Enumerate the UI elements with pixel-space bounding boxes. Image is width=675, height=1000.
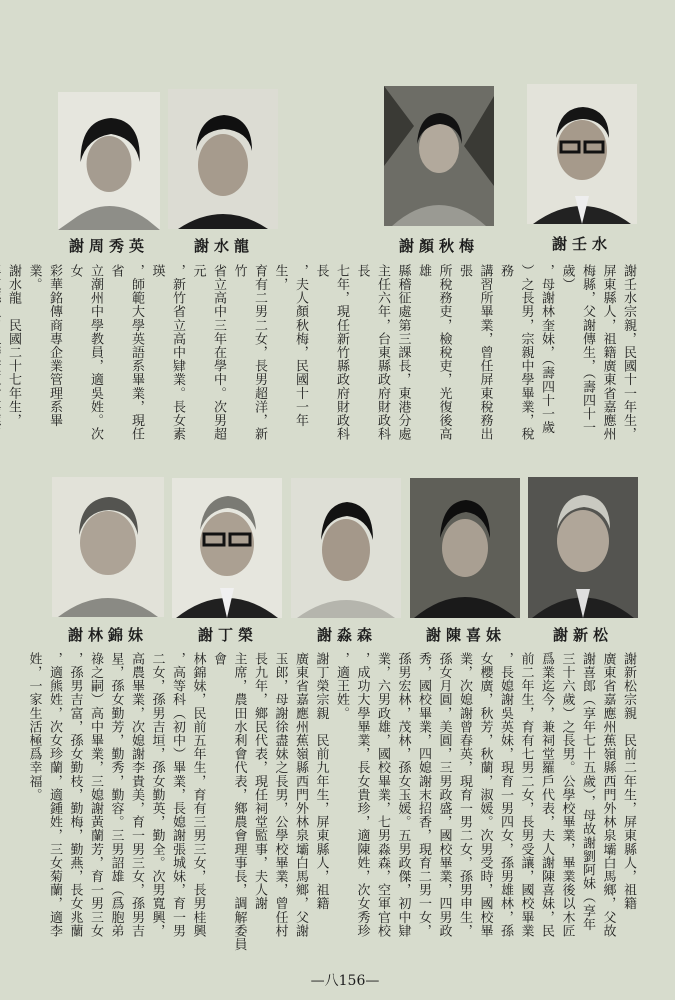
bio-col: 前二年生，育有七男二女，長男受讓，國校畢業 <box>518 652 534 938</box>
bio-col: 主席，農田水利會代表，鄉農會理事長，調解委員會 <box>211 652 247 952</box>
bio-col: ，孫男吉富，孫女勤枝，勤梅，勤燕，長女兆蘭 <box>67 652 83 938</box>
bio-col: ，適熊姓，次女珍蘭，適鍾姓，三女菊蘭，適李 <box>47 652 62 938</box>
bio-col: 謝水龍 民國二十七年生， <box>6 264 21 428</box>
bio-col: 林錦妹，民前五年生，育有三男三女，長男桂興 <box>190 652 206 938</box>
bio-col: 高農畢業，次媳謝李貴美，育一男三女，孫男吉 <box>129 652 144 938</box>
bio-col: 二女，孫男吉垣，孫女勤英，勤全。次男寬興， <box>149 652 165 938</box>
bio-col: ，長媳謝吳英妹，現育一男四女，孫男雄林，孫 <box>498 652 513 938</box>
portrait-xie-dingrong <box>172 478 282 618</box>
bio-col: ）之長男，宗親中學畢業，稅務 <box>498 264 534 441</box>
bio-col: 育有二男二女，長男超洋，新竹 <box>231 264 267 441</box>
bio-col: 謝喜郎（享年七十五歲），母故謝劉阿妹（享年 <box>580 652 595 932</box>
bio-col: 廣東省嘉應州蕉嶺縣西門外林泉壩白馬鄉，父謝 <box>293 652 308 938</box>
bio-col: 玉郎，母謝徐盡妹之長男，公學校畢業，曾任村 <box>272 652 288 938</box>
portrait-xie-xinsong <box>528 477 638 618</box>
caption-xie-zhou-xiuying: 謝周秀英 <box>68 237 149 255</box>
portrait-xie-miaosen <box>291 478 401 618</box>
bio-col: 縣稽征處第三課長，東港分處 <box>395 264 411 441</box>
bio-col: ，師範大學英語系畢業，現任省 <box>108 264 144 441</box>
bio-col: 秀，國校畢業，四媳謝末招香，現育二男一女， <box>416 652 431 938</box>
bio-col: ，高等科（初中）畢業，長媳謝張城妹，育一男 <box>170 652 185 938</box>
bio-col: 謝丁榮宗親 民前九年生，屏東縣人，祖籍 <box>313 652 329 911</box>
caption-xie-renshui: 謝壬水 <box>551 235 612 253</box>
bio-col: 立潮州中學教員，適吳姓。次女 <box>67 264 103 441</box>
bio-col: 講習所畢業，曾任屏東稅務出張 <box>457 264 493 441</box>
bio-col: 廣東省嘉應州蕉嶺縣西門外林泉壩白馬鄉，父故 <box>600 652 616 938</box>
portrait-xie-chen-ximei <box>410 478 520 618</box>
bio-col <box>0 264 1 441</box>
bio-col: 彩華銘傳商專企業管理系畢業。 <box>26 264 62 428</box>
bio-col: ，適王姓。 <box>334 652 349 720</box>
bio-col: 長九年，鄉民代表，現任祠堂監事，夫人謝 <box>252 652 267 911</box>
biography-top <box>6 264 638 454</box>
portrait-xie-yan-qiumei <box>384 86 494 226</box>
biography-bottom <box>26 652 638 952</box>
bio-col: 孫女月圓，美圓，三男政盛，國校畢業，四男政 <box>436 652 452 938</box>
portrait-xie-shuilong <box>168 89 278 229</box>
bio-col: ，成功大學畢業，長女貴珍，適陳姓，次女秀珍 <box>354 652 370 938</box>
caption-xie-lin-jinmei: 謝林錦妹 <box>67 626 148 644</box>
bio-col: 祿之嗣）高中畢業，三媳謝黃蘭芳，育一男三女 <box>88 652 103 938</box>
bio-col: 爲業迄今，兼祠堂羅戶代表，夫人謝陳喜妹，民 <box>539 652 554 938</box>
bio-col: 七年，現任新竹縣政府財政科長 <box>313 264 349 441</box>
caption-xie-xinsong: 謝新松 <box>552 626 613 644</box>
portrait-xie-zhou-xiuying <box>58 92 160 230</box>
caption-xie-dingrong: 謝丁榮 <box>197 626 258 644</box>
caption-xie-yan-qiumei: 謝顏秋梅 <box>398 237 479 255</box>
bio-col: 謝壬水宗親，民國十一年生，屏東縣人，祖籍廣東省嘉應州 <box>600 264 636 441</box>
bio-col: 主任六年，台東縣政府財政科長 <box>354 264 390 441</box>
portrait-xie-renshui <box>527 84 637 224</box>
bio-col: ，母謝林奎妹，（壽四十一歲 <box>539 264 554 435</box>
caption-xie-miaosen: 謝淼森 <box>316 626 377 644</box>
bio-col: 業，六男政雄，國校畢業，七男淼森，空軍官校 <box>375 652 390 938</box>
caption-xie-shuilong: 謝水龍 <box>193 237 254 255</box>
bio-col: 姓，一家生活極爲幸福。 <box>26 652 42 802</box>
bio-col: 所稅務吏，檢稅吏，光復後高雄 <box>416 264 452 441</box>
portrait-xie-lin-jinmei <box>52 477 164 617</box>
bio-col: ，新竹省立高中肄業。長女素瑛 <box>149 264 185 441</box>
bio-col: 梅縣，父謝傳生，（壽四十一歲） <box>559 264 595 435</box>
page-number: —八156— <box>310 973 380 989</box>
bio-col: 女櫻廣，秋芳，秋蘭，淑媛。次男受時，國校畢 <box>477 652 493 938</box>
bio-col: 省立高中三年在學中。次男超元 <box>190 264 226 441</box>
bio-col: 謝新松宗親 民前二年生，屏東縣人，祖籍 <box>621 652 636 911</box>
bio-col: 業，次媳謝曾春英，現育一男二女，孫男申生， <box>457 652 472 938</box>
caption-xie-chen-ximei: 謝陳喜妹 <box>425 626 506 644</box>
bio-col: 三十六歲）之長男。公學校畢業，畢業後以木匠 <box>559 652 575 938</box>
bio-col: ，夫人顏秋梅，民國十一年生， <box>272 264 308 428</box>
bio-col: 孫男宏林，茂林，孫女玉媛。五男政傑，初中肄 <box>395 652 411 938</box>
bio-col: 星，孫女勤芳，勤秀，勤容。三男詔雄（爲胞弟 <box>108 652 124 938</box>
